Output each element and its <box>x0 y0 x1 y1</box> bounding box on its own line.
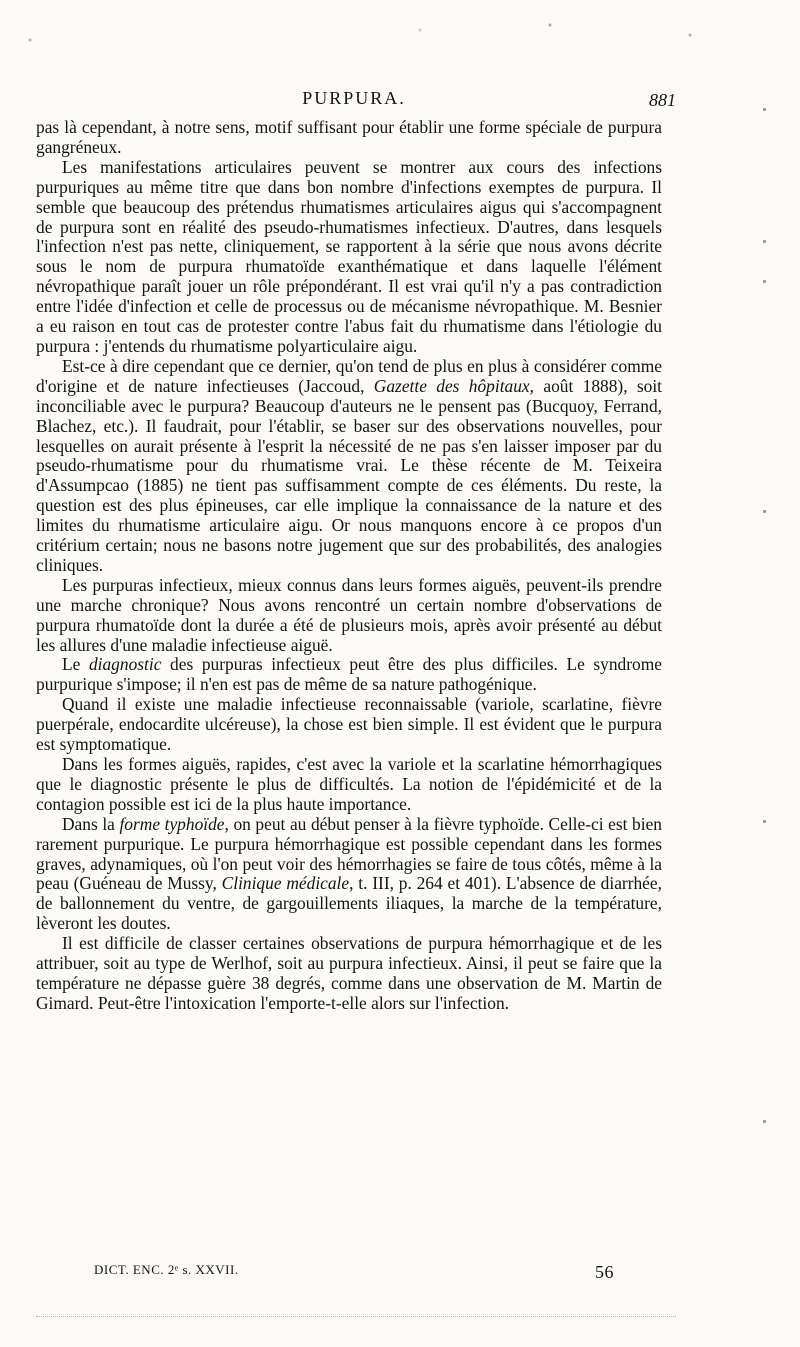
signature-number: 56 <box>595 1262 614 1282</box>
italic-text: Clinique médicale <box>221 873 350 894</box>
paragraph-text: Dans la <box>62 813 120 834</box>
italic-text: diagnostic <box>88 654 162 675</box>
paragraph-text: , on peut au début penser à la fièvre typhoïde. Celle-ci est bien rarement purpurique. Le purpura hémorrhagique est possible cependant dans les formes graves, adynamiques, où l'on peut voir des hémorrhagies se faire de tous côtés, même à la peau (Guéneau de Mussy, <box>36 813 662 894</box>
paragraph <box>36 815 662 934</box>
paragraph-text: Quand il existe une maladie infectieuse reconnaissable (variole, scarlatine, fièvre puerpérale, endocardite ulcéreuse), la chose est bien simple. Il est évident que le purpura est symptomatique. <box>36 694 662 755</box>
paragraph-text: pas là cependant, à notre sens, motif suffisant pour établir une forme spéciale de purpura gangréneux. <box>36 117 662 157</box>
paragraph-text: des purpuras infectieux peut être des plus difficiles. Le syndrome purpurique s'impose; il n'en est pas de même de sa nature pathogénique. <box>36 654 662 695</box>
paragraph-text: , août 1888), soit inconciliable avec le purpura? Beaucoup d'auteurs ne le pensent pas (Bucquoy, Ferrand, Blachez, etc.). Il faudrait, pour l'établir, se baser sur des observations nouvelles, pour lesquelles on aurait présente à l'esprit la nécessité de ne pas s'en laisser imposer par du pseudo-rhumatisme pour du rhumatisme vrai. Le thèse récente de M. Teixeira d'Assumpcao (1885) ne tient pas suffisamment compte de ces éléments. Du reste, la question est des plus épineuses, car elle implique la connaissance de la nature et des limites du rhumatisme articulaire aigu. Or nous manquons encore à ce propos d'un critérium certain; nous ne basons notre jugement que sur des probabilités, des analogies cliniques. <box>36 375 663 575</box>
paragraph-text: Il est difficile de classer certaines observations de purpura hémorrhagique et de les attribuer, soit au type de Werlhof, soit au purpura infectieux. Ainsi, il peut se faire que la température ne dépasse guère 38 degrés, comme dans une observation de M. Martin de Gimard. Peut-être l'intoxication l'emporte-t-elle alors sur l'infection. <box>36 933 662 1013</box>
paragraph <box>36 576 662 656</box>
paragraph <box>36 755 662 815</box>
signature-mark: DICT. ENC. 2ᵉ s. XXVII. <box>94 1262 239 1277</box>
page-number: 881 <box>649 90 676 110</box>
paragraph <box>36 158 662 357</box>
page-header <box>36 88 676 116</box>
body-text <box>36 118 662 1014</box>
running-head: PURPURA. <box>302 88 406 108</box>
margin-specks <box>756 100 766 1300</box>
paragraph-text: Les manifestations articulaires peuvent se montrer aux cours des infections purpuriques au même titre que dans bon nombre d'infections exemptes de purpura. Il semble que beaucoup des prétendus rhumatismes articulaires aigus qui s'accompagnent de purpura sont en réalité des pseudo-rhumatismes infectieux. D'autres, dans lesquels l'infection n'est pas nette, cliniquement, se rapportent à la série que nous avons décrite sous le nom de purpura rhumatoïde exanthématique et dans laquelle l'élément névropathique paraît jouer un rôle prépondérant. Il est vrai qu'il n'y a pas contradiction entre l'idée d'infection et celle de processus ou de mécanisme névropathique. M. Besnier a eu raison en tout cas de protester contre l'abus fait du rhumatisme dans l'étiologie du purpura : j'entends du rhumatisme polyarticulaire aigu. <box>36 156 662 356</box>
italic-text: Gazette des hôpitaux <box>373 375 530 396</box>
paragraph <box>36 695 662 755</box>
paragraph <box>36 118 662 158</box>
paragraph-text: Le <box>62 654 89 675</box>
paragraph <box>36 655 662 695</box>
paragraph <box>36 934 662 1014</box>
paragraph-text: Les purpuras infectieux, mieux connus dans leurs formes aiguës, peuvent-ils prendre une marche chronique? Nous avons rencontré un certain nombre d'observations de purpura rhumatoïde dont la durée a été de plusieurs mois, après avoir présenté au début les allures d'une maladie infectieuse aiguë. <box>36 574 662 655</box>
italic-text: forme typhoïde <box>119 813 225 834</box>
scan-edge-noise <box>0 0 800 70</box>
paragraph-text: , t. III, p. 264 et 401). L'absence de diarrhée, de ballonnement du ventre, de gargouillements iliaques, la marche de la température, lèveront les doutes. <box>36 873 662 934</box>
bottom-edge-rule <box>36 1316 676 1317</box>
paragraph-text: Est-ce à dire cependant que ce dernier, qu'on tend de plus en plus à considérer comme d'origine et de nature infectieuses (Jaccoud, <box>36 355 662 396</box>
paragraph <box>36 357 662 576</box>
page-footer <box>94 1262 614 1286</box>
paragraph-text: Dans les formes aiguës, rapides, c'est avec la variole et la scarlatine hémorrhagiques que le diagnostic présente le plus de difficultés. La notion de l'épidémicité et de la contagion possible est ici de la plus haute importance. <box>36 754 662 814</box>
